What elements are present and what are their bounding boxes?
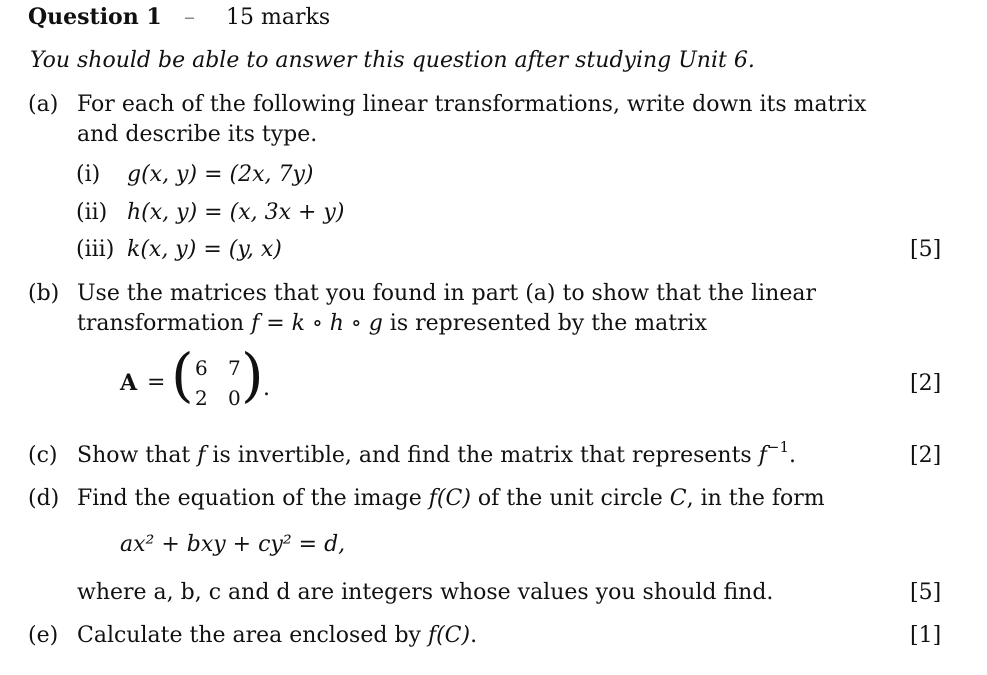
matrix-left-paren: ( bbox=[171, 341, 194, 409]
part-a-label: (a) bbox=[28, 92, 59, 117]
part-d-label: (d) bbox=[28, 486, 60, 511]
part-d-line3: where a, b, c and d are integers whose values you should find. bbox=[77, 580, 774, 605]
matrix-cell-21: 2 bbox=[195, 386, 208, 410]
part-c-label: (c) bbox=[28, 443, 58, 468]
question-marks: 15 marks bbox=[226, 5, 331, 30]
intro-text: You should be able to answer this question after studying Unit 6. bbox=[30, 48, 755, 73]
part-a-ii-label: (ii) bbox=[76, 200, 108, 225]
question-title: Question 1 bbox=[28, 4, 162, 30]
part-a-line2: and describe its type. bbox=[77, 122, 318, 147]
part-e-label: (e) bbox=[28, 623, 59, 648]
matrix-cell-12: 7 bbox=[228, 356, 241, 380]
part-b-line2: transformation f = k ∘ h ∘ g is represented by the matrix bbox=[77, 311, 708, 336]
part-d-equation: ax² + bxy + cy² = d, bbox=[120, 532, 346, 557]
matrix-A-name: A bbox=[120, 370, 138, 396]
part-c-text: Show that f is invertible, and find the matrix that represents $f^{-1}$. bbox=[77, 438, 796, 468]
part-c-marks: [2] bbox=[910, 443, 942, 468]
part-a-line1: For each of the following linear transformations, write down its matrix bbox=[77, 92, 867, 117]
part-d-line1: Find the equation of the image f(C) of the unit circle C, in the form bbox=[77, 486, 825, 511]
title-dash: – bbox=[184, 5, 195, 30]
matrix-A-equals: = bbox=[147, 370, 166, 395]
matrix-period: . bbox=[263, 376, 270, 401]
part-a-i-label: (i) bbox=[76, 162, 101, 187]
part-a-iii-equation: k(x, y) = (y, x) bbox=[127, 237, 282, 262]
part-b-label: (b) bbox=[28, 281, 60, 306]
part-a-marks: [5] bbox=[910, 237, 942, 262]
part-a-i-equation: g(x, y) = (2x, 7y) bbox=[127, 162, 314, 187]
part-d-marks: [5] bbox=[910, 580, 942, 605]
part-a-ii-equation: h(x, y) = (x, 3x + y) bbox=[127, 200, 345, 225]
part-b-line1: Use the matrices that you found in part (a) to show that the linear bbox=[77, 281, 816, 306]
matrix-right-paren: ) bbox=[241, 341, 264, 409]
matrix-cell-22: 0 bbox=[228, 386, 241, 410]
part-e-marks: [1] bbox=[910, 623, 942, 648]
part-e-text: Calculate the area enclosed by f(C). bbox=[77, 623, 478, 648]
matrix-cell-11: 6 bbox=[195, 356, 208, 380]
part-b-marks: [2] bbox=[910, 371, 942, 396]
part-a-iii-label: (iii) bbox=[76, 237, 115, 262]
